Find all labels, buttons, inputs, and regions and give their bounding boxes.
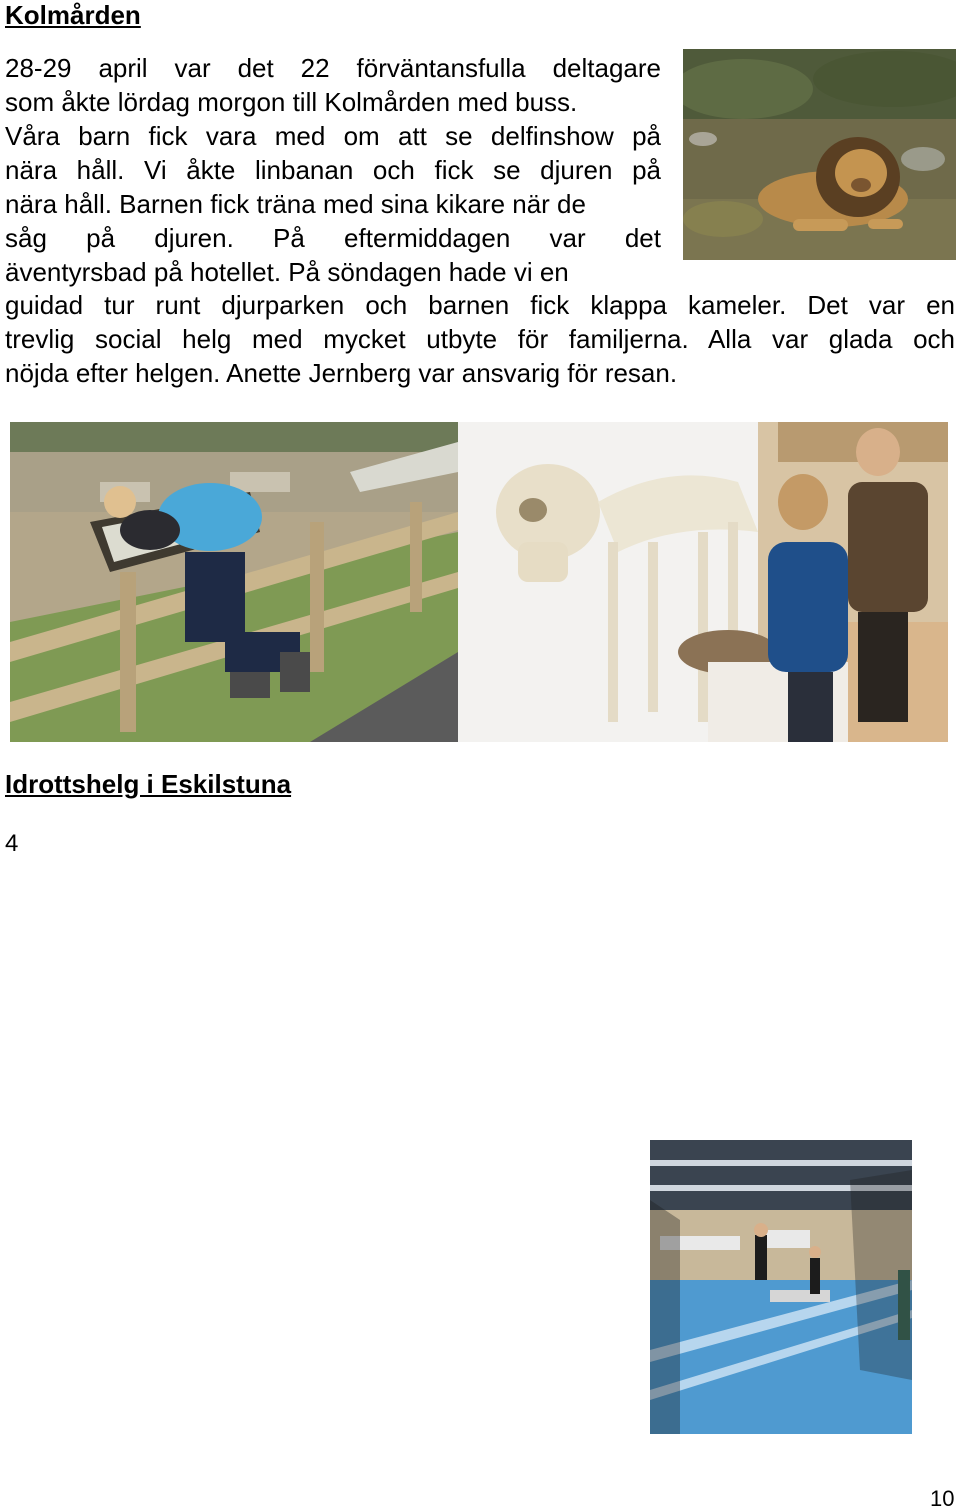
fence-photo: [10, 422, 458, 742]
paragraph-line: trevlig social helg med mycket utbyte för familjerna. Alla var glada och: [5, 324, 955, 354]
section-title-kolmarden: Kolmården: [5, 0, 141, 30]
paragraph-line: Våra barn fick vara med om att se delfinshow på: [5, 121, 661, 151]
skeleton-photo: [458, 422, 948, 742]
lion-photo: [683, 49, 956, 260]
paragraph-line: såg på djuren. På eftermiddagen var det: [5, 223, 661, 253]
sports-hall-photo: [650, 1140, 912, 1434]
paragraph-line: nära håll. Barnen fick träna med sina kikare när de: [5, 189, 586, 219]
paragraph-line: nöjda efter helgen. Anette Jernberg var ansvarig för resan.: [5, 358, 678, 388]
paragraph-line: som åkte lördag morgon till Kolmården med buss.: [5, 87, 578, 117]
section-title-eskilstuna: Idrottshelg i Eskilstuna: [5, 769, 292, 799]
list-number: 4: [5, 830, 19, 857]
paragraph-line: äventyrsbad på hotellet. På söndagen hade vi en: [5, 257, 569, 287]
page-number: 10: [930, 1486, 955, 1511]
paragraph-line: 28-29 april var det 22 förväntansfulla deltagare: [5, 53, 661, 83]
paragraph-line: guidad tur runt djurparken och barnen fick klappa kameler. Det var en: [5, 290, 955, 320]
paragraph-line: nära håll. Vi åkte linbanan och fick se djuren på: [5, 155, 661, 185]
